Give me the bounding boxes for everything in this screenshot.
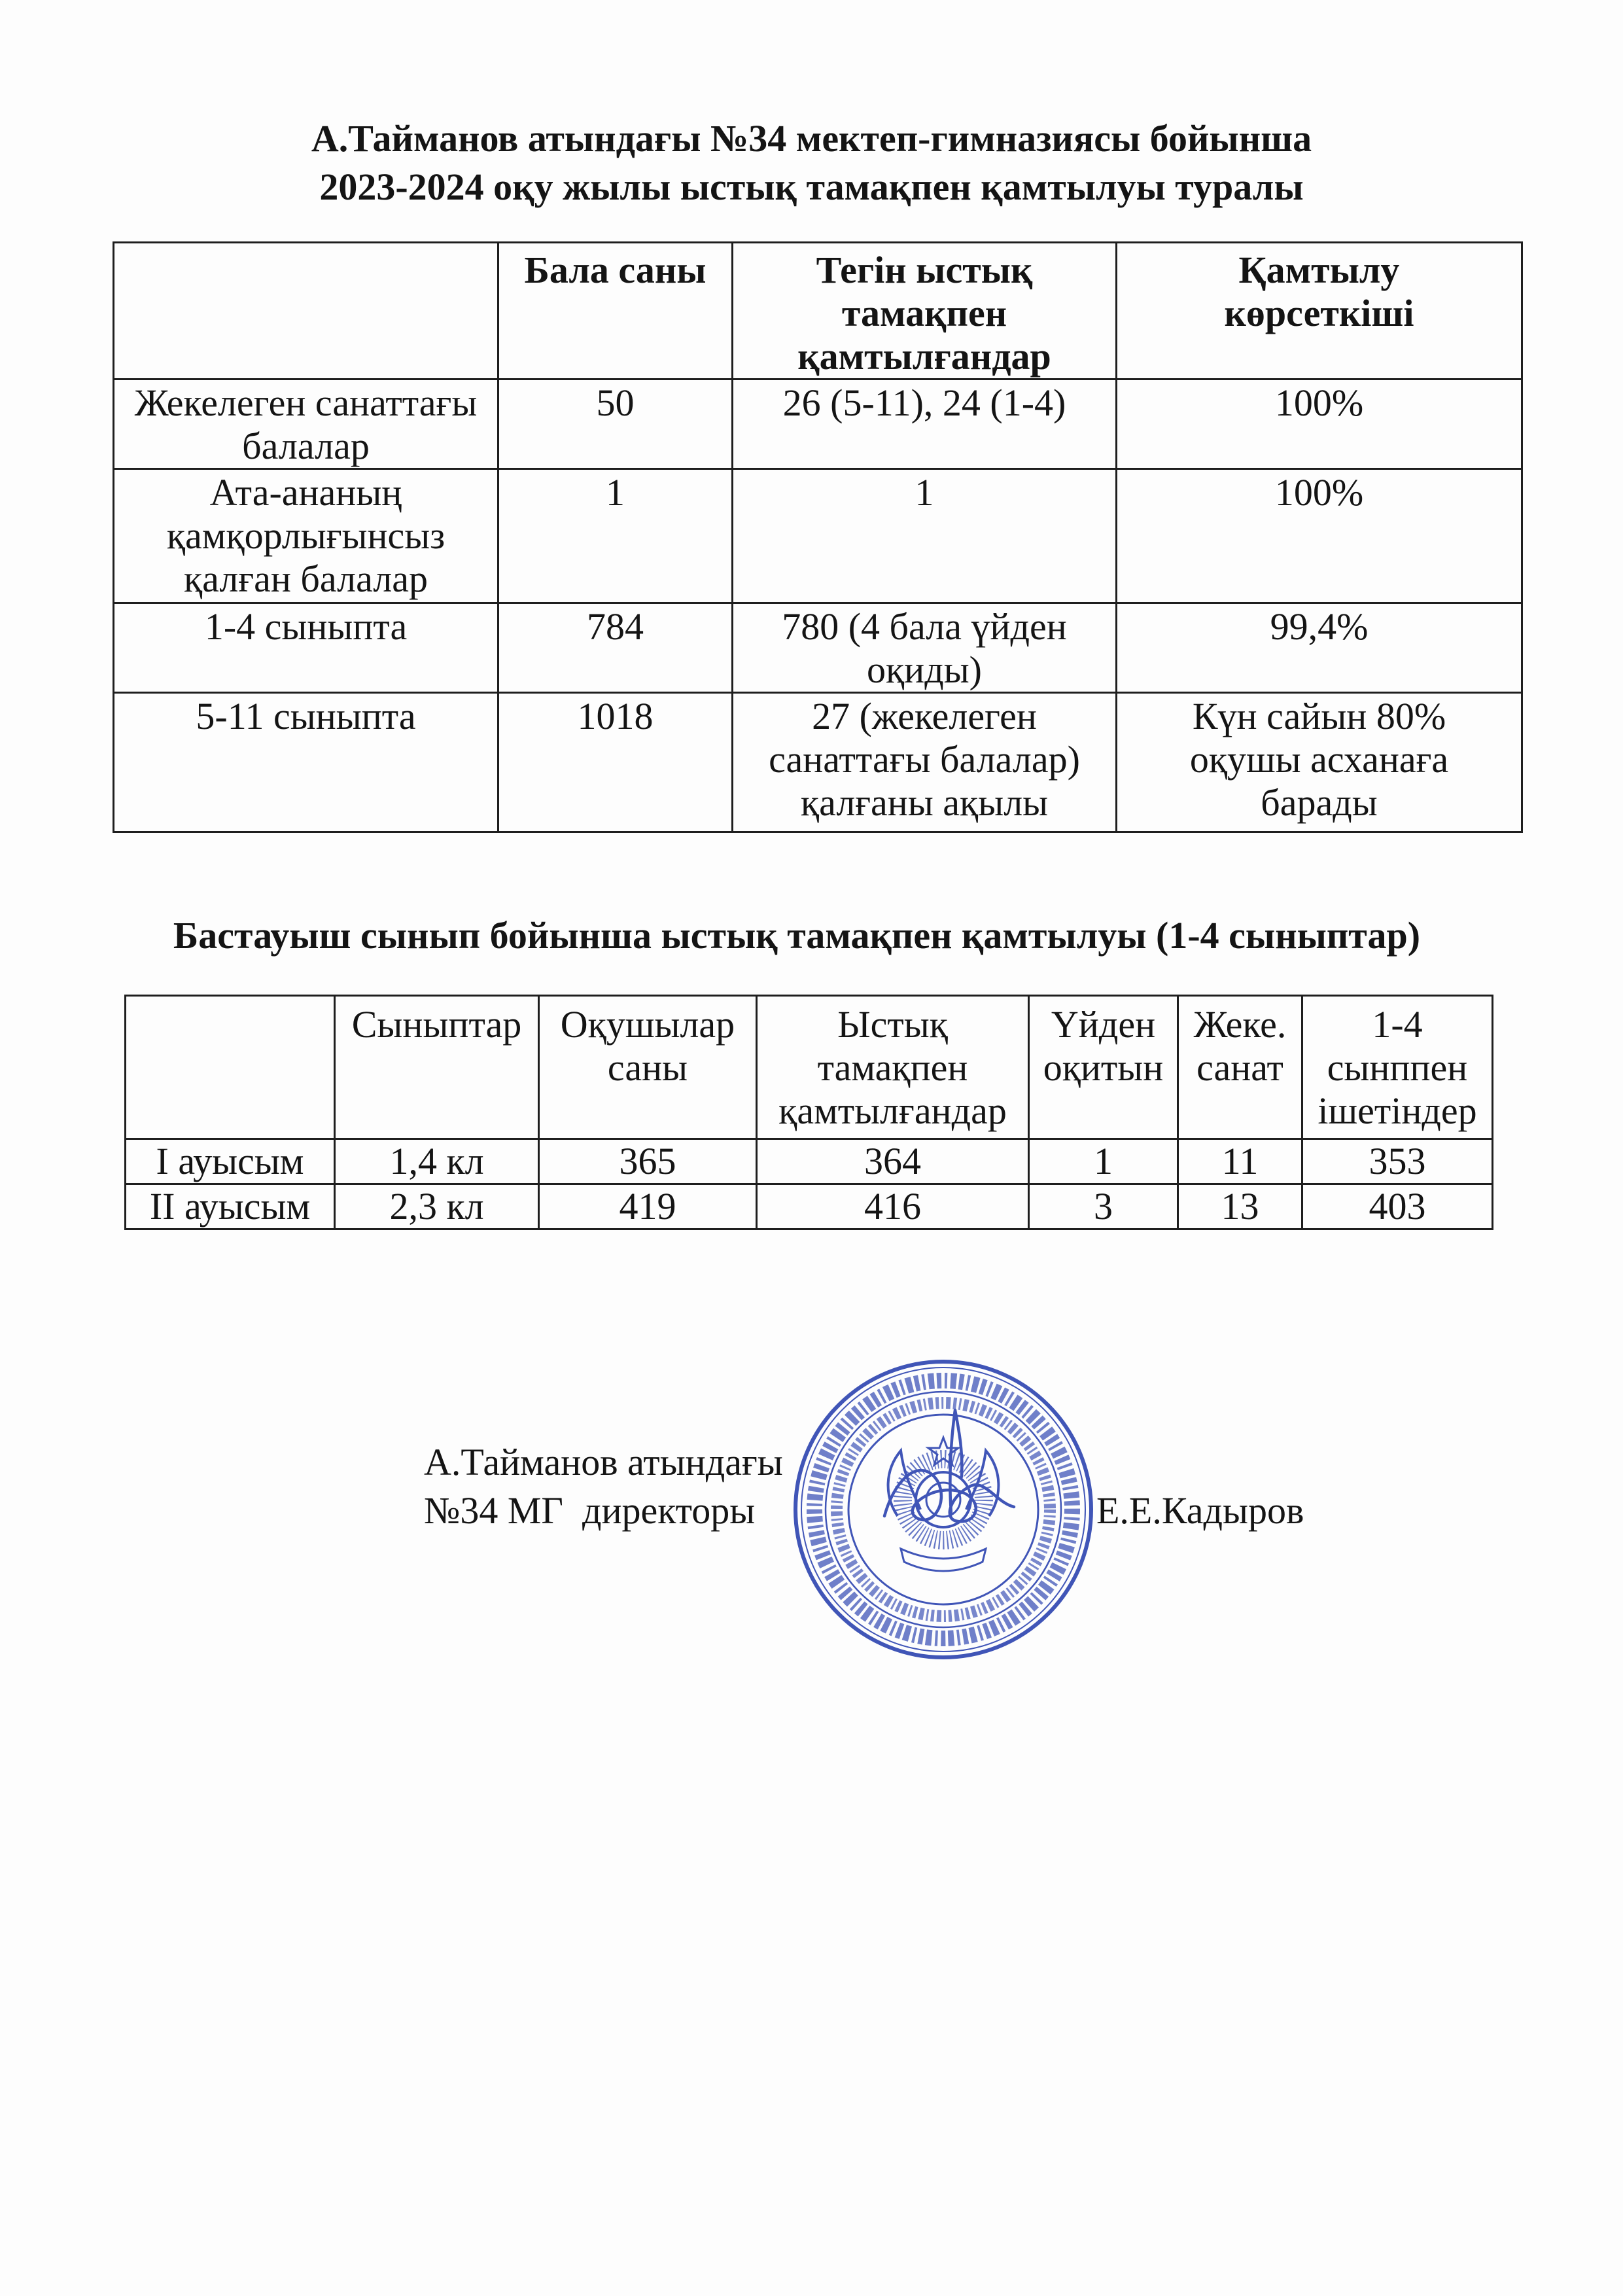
- signatory-name: Е.Е.Кадыров: [1096, 1489, 1304, 1532]
- table-row: [114, 603, 1522, 693]
- table2-cell-eat-with-1-4: 403: [1302, 1184, 1493, 1229]
- primary-school-meals-table: [124, 995, 1493, 1230]
- table2-header-special-category: Жеке. санат: [1178, 996, 1302, 1139]
- table1-cell-free-meals: 26 (5-11), 24 (1-4): [733, 380, 1117, 469]
- stamp-emblem-star: [928, 1438, 958, 1465]
- table1-cell-children-count: 784: [498, 603, 733, 693]
- table1-cell-coverage: 100%: [1117, 469, 1522, 603]
- table1-cell-category: Жекелеген санаттағы балалар: [114, 380, 498, 469]
- table1-cell-category: 5-11 сыныпта: [114, 693, 498, 832]
- table2-cell-students: 365: [539, 1139, 757, 1184]
- table2-cell-eat-with-1-4: 353: [1302, 1139, 1493, 1184]
- table1-cell-children-count: 1: [498, 469, 733, 603]
- document-title-line1: А.Тайманов атындағы №34 мектеп-гимназиясы бойынша: [311, 117, 1312, 160]
- table2-cell-students: 419: [539, 1184, 757, 1229]
- table-row: [114, 693, 1522, 832]
- table2-header-row: [126, 996, 1493, 1139]
- table1-cell-category: 1-4 сыныпта: [114, 603, 498, 693]
- table2-header-eat-with-1-4: 1-4 сынппен ішетіндер: [1302, 996, 1493, 1139]
- table-row: [114, 469, 1522, 603]
- table2-header-empty: [126, 996, 335, 1139]
- stamp-inner-ring: [848, 1415, 1038, 1604]
- document-title-line2: 2023-2024 оқу жылы ыстық тамақпен қамтылуы туралы: [319, 166, 1304, 208]
- table1-header-row: [114, 243, 1522, 380]
- table1-cell-category: Ата-ананың қамқорлығынсыз қалған балалар: [114, 469, 498, 603]
- hot-meal-coverage-table: [113, 241, 1523, 833]
- table1-header-coverage: Қамтылу көрсеткіші: [1117, 243, 1522, 380]
- table1-cell-free-meals: 780 (4 бала үйден оқиды): [733, 603, 1117, 693]
- table-row: [126, 1184, 1493, 1229]
- table1-cell-children-count: 1018: [498, 693, 733, 832]
- table2-cell-hot-meals: 364: [757, 1139, 1029, 1184]
- table2-cell-grades: 1,4 кл: [335, 1139, 539, 1184]
- stamp-middle-ring: [826, 1392, 1061, 1627]
- table-row: [114, 380, 1522, 469]
- table1-header-children-count: Бала саны: [498, 243, 733, 380]
- table2-header-students: Оқушылар саны: [539, 996, 757, 1139]
- table2-header-home-schooled: Үйден оқитын: [1029, 996, 1178, 1139]
- table1-cell-coverage: Күн сайын 80% оқушы асханаға барады: [1117, 693, 1522, 832]
- table2-cell-shift: I ауысым: [126, 1139, 335, 1184]
- stamp-outer-lettering-band: [814, 1381, 1072, 1638]
- table1-header-empty: [114, 243, 498, 380]
- table1-cell-coverage: 99,4%: [1117, 603, 1522, 693]
- stamp-emblem-ribbon: [901, 1549, 986, 1571]
- document-title: [0, 115, 1623, 211]
- table2-header-grades: Сыныптар: [335, 996, 539, 1139]
- table1-cell-coverage: 100%: [1117, 380, 1522, 469]
- section-heading-primary-school: Бастауыш сынып бойынша ыстық тамақпен қамтылуы (1-4 сыныптар): [173, 914, 1421, 957]
- table2-cell-grades: 2,3 кл: [335, 1184, 539, 1229]
- table1-cell-children-count: 50: [498, 380, 733, 469]
- table-row: [126, 1139, 1493, 1184]
- table2-cell-home-schooled: 3: [1029, 1184, 1178, 1229]
- signatory-position-line2: №34 МГ директоры: [424, 1489, 756, 1532]
- table2-cell-special-category: 11: [1178, 1139, 1302, 1184]
- stamp-outer-ring-inner: [801, 1368, 1085, 1651]
- signatory-position-line1: А.Тайманов атындағы: [424, 1441, 783, 1483]
- table1-cell-free-meals: 1: [733, 469, 1117, 603]
- table2-cell-home-schooled: 1: [1029, 1139, 1178, 1184]
- table2-header-hot-meals: Ыстық тамақпен қамтылғандар: [757, 996, 1029, 1139]
- table1-cell-free-meals: 27 (жекелеген санаттағы балалар) қалғаны ақылы: [733, 693, 1117, 832]
- table2-cell-special-category: 13: [1178, 1184, 1302, 1229]
- round-official-seal-icon: [786, 1352, 1100, 1667]
- table1-header-free-meals: Тегін ыстық тамақпен қамтылғандар: [733, 243, 1117, 380]
- table2-cell-hot-meals: 416: [757, 1184, 1029, 1229]
- table2-cell-shift: II ауысым: [126, 1184, 335, 1229]
